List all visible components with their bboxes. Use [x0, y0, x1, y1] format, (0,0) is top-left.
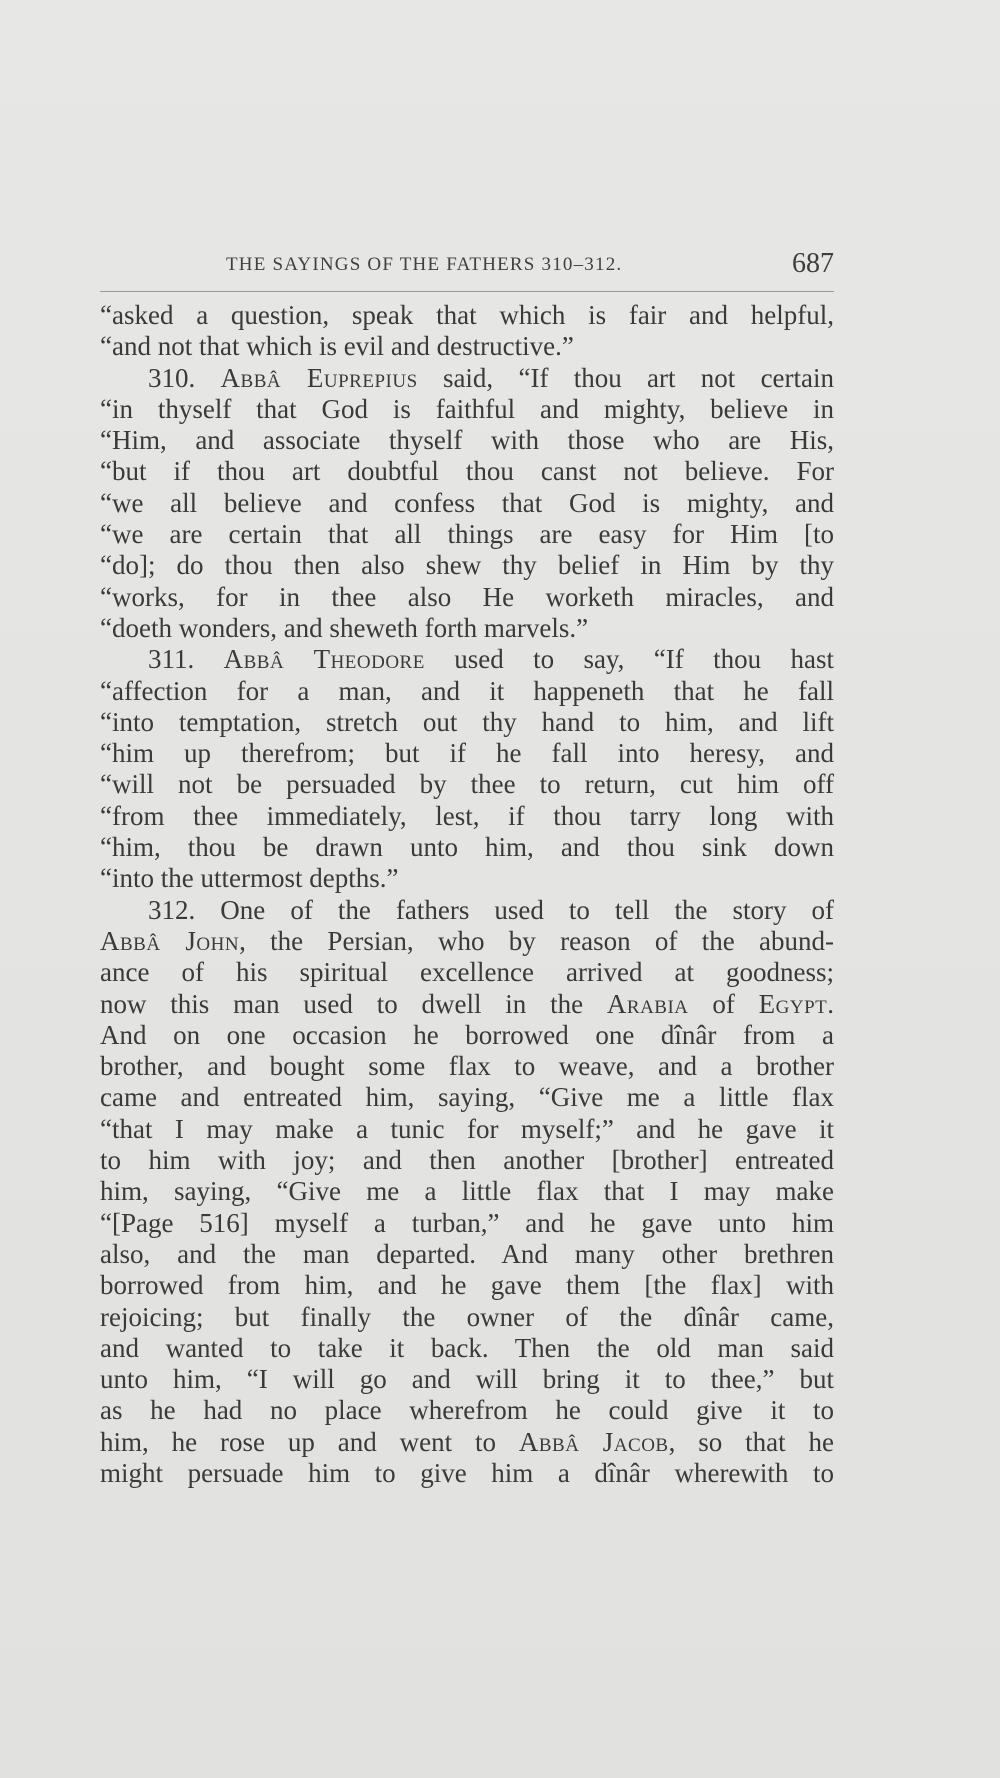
text-line	[100, 769, 834, 800]
proper-name: Abbâ Euprepius	[220, 362, 418, 393]
text-line	[100, 1114, 834, 1145]
text-line	[100, 832, 834, 863]
text-line	[100, 300, 834, 331]
line-text: said, “If thou art not certain	[417, 362, 835, 393]
line-text: “into temptation, stretch out thy hand to him, and lift	[100, 706, 834, 737]
line-text: And on one occasion he borrowed one dînâr from a	[100, 1019, 834, 1050]
line-text: “in thyself that God is faithful and mighty, believe in	[100, 393, 834, 424]
line-text: used to say, “If thou hast	[424, 644, 834, 675]
proper-name: Abbâ Jacob	[518, 1426, 669, 1457]
line-text: “we are certain that all things are easy for Him [to	[100, 519, 834, 550]
line-text: now this man used to dwell in the	[100, 988, 607, 1019]
line-text: to him with joy; and then another [brother] entreated	[100, 1145, 834, 1176]
text-line	[100, 926, 834, 957]
line-text: him, saying, “Give me a little flax that I may make	[100, 1176, 834, 1207]
header-rule	[100, 291, 834, 292]
proper-name: Arabia	[606, 988, 689, 1019]
text-line	[100, 363, 834, 394]
line-text: “into the uttermost depths.”	[100, 863, 399, 894]
text-line	[100, 582, 834, 613]
line-text: “do]; do thou then also shew thy belief in Him by thy	[100, 550, 834, 581]
line-text: “asked a question, speak that which is fair and helpful,	[100, 300, 834, 330]
text-line	[100, 801, 834, 832]
line-text: and wanted to take it back. Then the old man said	[100, 1332, 834, 1363]
line-text: “him up therefrom; but if he fall into heresy, and	[100, 738, 834, 769]
text-line	[100, 1239, 834, 1270]
page-number: 687	[792, 248, 834, 279]
text-line	[100, 1458, 834, 1489]
text-line	[100, 1020, 834, 1051]
running-head	[100, 248, 834, 288]
text-line	[100, 1333, 834, 1364]
line-text: “from thee immediately, lest, if thou tarry long with	[100, 800, 834, 831]
line-text: “and not that which is evil and destructive.”	[100, 331, 574, 362]
text-line	[100, 989, 834, 1020]
line-text: of	[688, 988, 759, 1019]
body-text	[100, 300, 834, 1489]
text-line	[100, 895, 834, 926]
text-line	[100, 957, 834, 988]
text-line	[100, 1145, 834, 1176]
line-text: “we all believe and confess that God is mighty, and	[100, 487, 834, 518]
line-text: might persuade him to give him a dînâr wherewith to	[100, 1457, 834, 1488]
paragraph-number: 311.	[148, 644, 224, 675]
line-text: “doeth wonders, and sheweth forth marvels.”	[100, 612, 589, 643]
line-text: brother, and bought some flax to weave, and a brother	[100, 1051, 834, 1082]
line-text: unto him, “I will go and will bring it to thee,” but	[100, 1364, 834, 1395]
line-text: “[Page 516] myself a turban,” and he gave unto him	[100, 1207, 834, 1238]
proper-name: Abbâ Theodore	[223, 644, 425, 675]
line-text: “affection for a man, and it happeneth that he fall	[100, 675, 834, 706]
running-title: THE SAYINGS OF THE FATHERS 310–312.	[226, 254, 623, 275]
proper-name: Egypt	[758, 988, 828, 1019]
line-text: “that I may make a tunic for myself;” and he gave it	[100, 1113, 834, 1144]
text-line	[100, 1051, 834, 1082]
text-line	[100, 425, 834, 456]
text-line	[100, 1302, 834, 1333]
line-text: “him, thou be drawn unto him, and thou sink down	[100, 832, 834, 863]
text-line	[100, 550, 834, 581]
text-line	[100, 1395, 834, 1426]
line-text: as he had no place wherefrom he could give it to	[100, 1395, 834, 1426]
text-line	[100, 331, 834, 362]
line-text: came and entreated him, saying, “Give me a little flax	[100, 1082, 834, 1113]
line-text: him, he rose up and went to	[100, 1426, 519, 1457]
text-line	[100, 1270, 834, 1301]
line-text: ance of his spiritual excellence arrived at goodness;	[100, 957, 834, 988]
line-text: “will not be persuaded by thee to return, cut him off	[100, 769, 834, 800]
line-text: One of the fathers used to tell the story of	[220, 894, 834, 925]
text-line	[100, 519, 834, 550]
text-line	[100, 456, 834, 487]
paragraph-number: 310.	[148, 362, 221, 393]
paragraph-number: 312.	[148, 894, 221, 925]
text-line	[100, 644, 834, 675]
line-text: “but if thou art doubtful thou canst not believe. For	[100, 456, 834, 487]
text-line	[100, 676, 834, 707]
text-line	[100, 613, 834, 644]
line-text: , so that he	[668, 1426, 834, 1457]
text-line	[100, 1208, 834, 1239]
proper-name: Abbâ John	[100, 925, 240, 956]
text-line	[100, 863, 834, 894]
line-text: borrowed from him, and he gave them [the flax] with	[100, 1270, 834, 1301]
line-text: also, and the man departed. And many other brethren	[100, 1238, 834, 1269]
line-text: , the Persian, who by reason of the abund-	[239, 925, 834, 956]
line-text: “works, for in thee also He worketh miracles, and	[100, 581, 834, 612]
text-line	[100, 707, 834, 738]
text-line	[100, 1364, 834, 1395]
line-text: “Him, and associate thyself with those who are His,	[100, 425, 834, 456]
text-line	[100, 1082, 834, 1113]
text-line	[100, 488, 834, 519]
text-line	[100, 394, 834, 425]
text-line	[100, 738, 834, 769]
text-line	[100, 1427, 834, 1458]
line-text: rejoicing; but finally the owner of the dînâr came,	[100, 1301, 834, 1332]
text-line	[100, 1176, 834, 1207]
line-text: .	[827, 988, 834, 1019]
